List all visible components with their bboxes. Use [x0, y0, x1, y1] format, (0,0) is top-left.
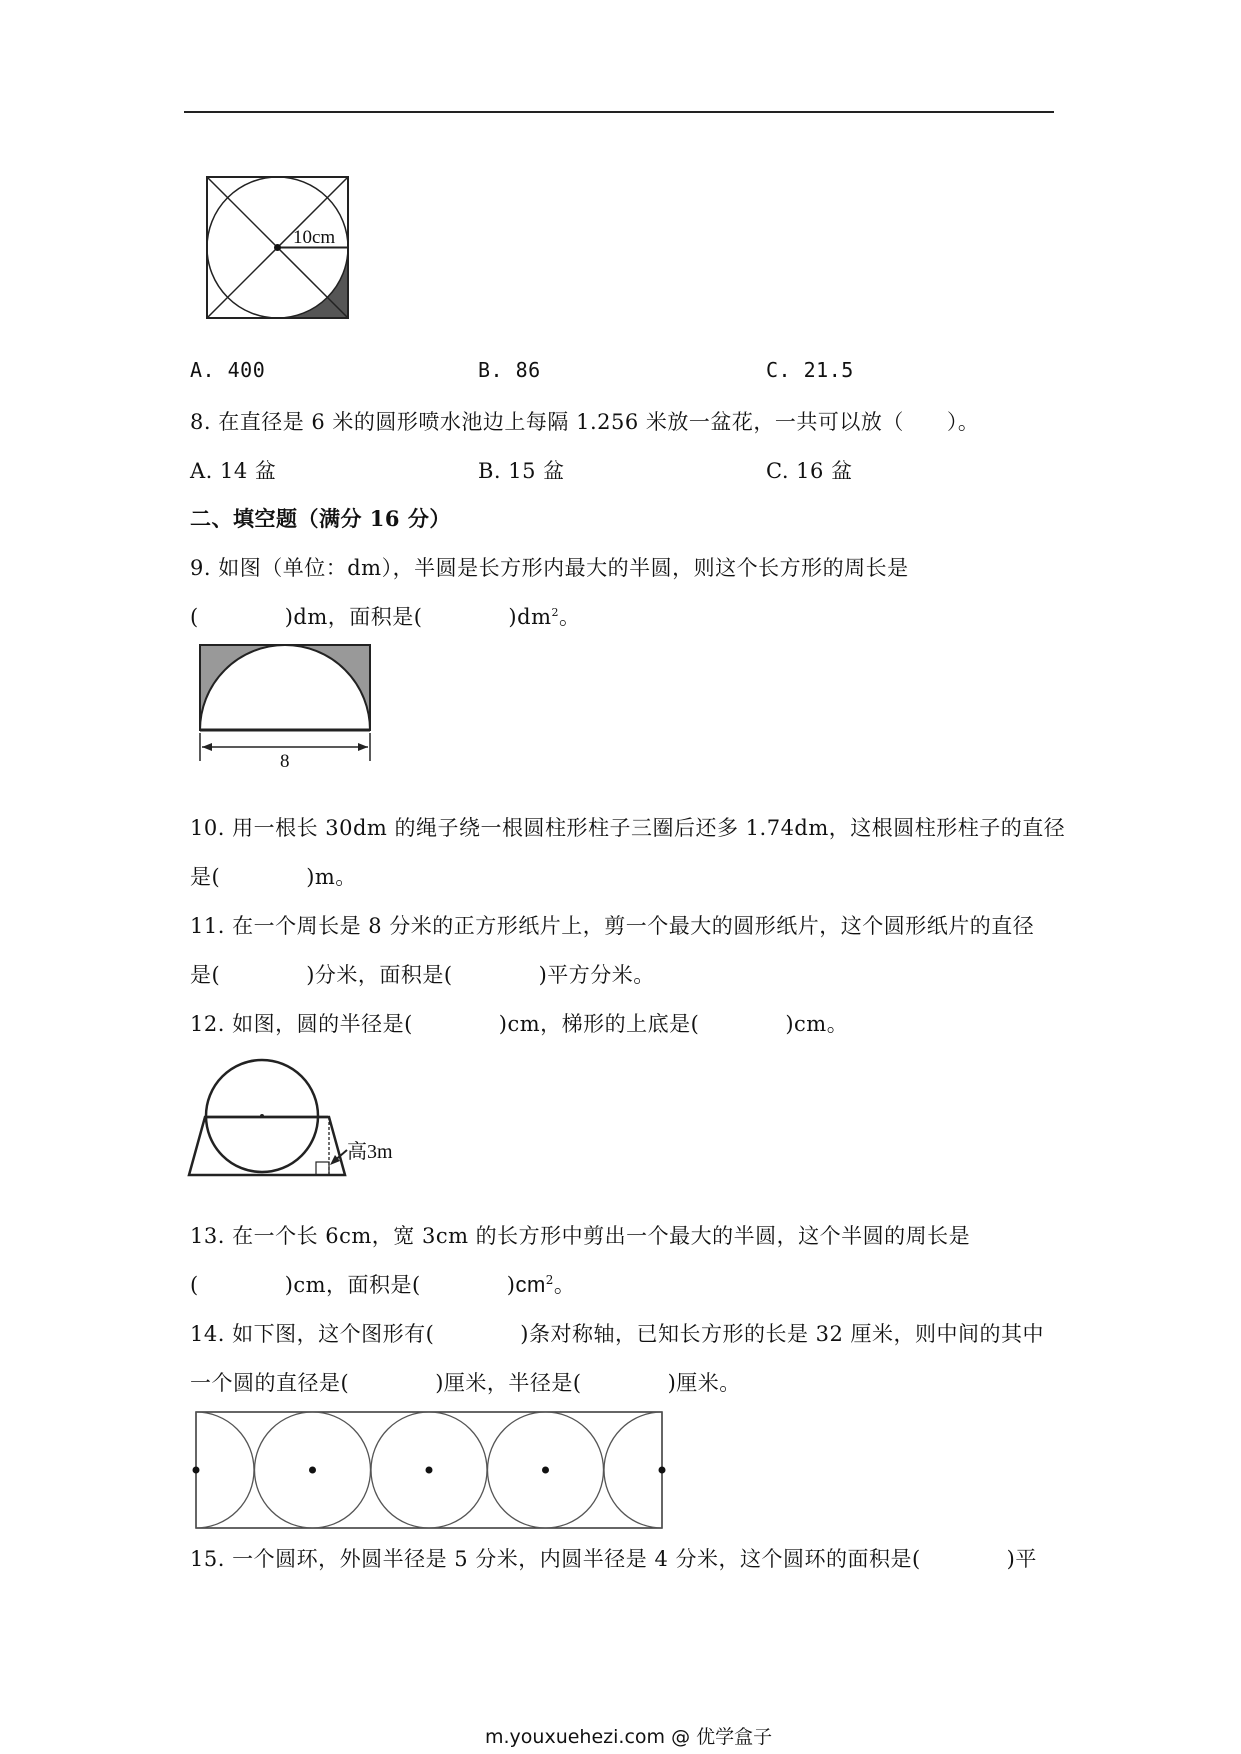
- q14-figure: [193, 1410, 668, 1530]
- q9-dimension-label: 8: [280, 751, 290, 772]
- q14-center-dot: [193, 1467, 200, 1474]
- q7-option-b: B. 86: [478, 358, 541, 382]
- q9-line2: [190, 601, 580, 631]
- q14-center-dot: [426, 1467, 433, 1474]
- q10-line1: 10. 用一根长 30dm 的绳子绕一根圆柱形柱子三圈后还多 1.74dm，这根圆柱形柱子的直径: [190, 816, 1066, 840]
- q15-line1: 15. 一个圆环，外圆半径是 5 分米，内圆半径是 4 分米，这个圆环的面积是( )平: [190, 1547, 1037, 1571]
- q12-trapezoid: [189, 1117, 345, 1175]
- q8-option-a: A. 14 盆: [190, 459, 277, 483]
- q9-arrow-left: [202, 743, 212, 751]
- q9-line1: 9. 如图（单位：dm），半圆是长方形内最大的半圆，则这个长方形的周长是: [190, 556, 909, 580]
- q9-line2-end: 。: [558, 605, 581, 629]
- q13-line1: 13. 在一个长 6cm，宽 3cm 的长方形中剪出一个最大的半圆，这个半圆的周长是: [190, 1224, 971, 1248]
- q7-radius-label: 10cm: [293, 227, 336, 248]
- section-heading: 二、填空题（满分 16 分）: [190, 506, 451, 531]
- header-rule: [184, 111, 1054, 113]
- q9-arrow-right: [358, 743, 368, 751]
- q12-height-label: 高3m: [347, 1141, 393, 1163]
- q11-line2: 是( )分米，面积是( )平方分米。: [190, 963, 655, 987]
- q7-option-c: C. 21.5: [766, 358, 854, 382]
- q9-line2-text: ( )dm，面积是( )dm: [190, 605, 552, 629]
- q10-line2: 是( )m。: [190, 865, 357, 889]
- q13-superscript: 2: [545, 1273, 554, 1287]
- q13-line2-end: 。: [553, 1273, 576, 1297]
- q13-unit: cm: [515, 1272, 546, 1297]
- q13-line2-text: ( )cm，面积是( ): [190, 1273, 516, 1297]
- q8-option-b: B. 15 盆: [478, 459, 565, 483]
- q12-line1: 12. 如图，圆的半径是( )cm，梯形的上底是( )cm。: [190, 1012, 849, 1036]
- q9-superscript: 2: [551, 606, 559, 619]
- q14-center-dot: [542, 1467, 549, 1474]
- q14-line1: 14. 如下图，这个图形有( )条对称轴，已知长方形的长是 32 厘米，则中间的其中: [190, 1322, 1045, 1346]
- q7-option-a: A. 400: [190, 358, 266, 382]
- q14-line2: 一个圆的直径是( )厘米，半径是( )厘米。: [190, 1371, 741, 1395]
- q9-figure: [198, 643, 374, 772]
- q14-center-dot: [659, 1467, 666, 1474]
- q8-stem: 8. 在直径是 6 米的圆形喷水池边上每隔 1.256 米放一盆花，一共可以放（ ）。: [190, 410, 980, 434]
- footer-watermark: m.youxuehezi.com @ 优学盒子: [485, 1726, 773, 1748]
- q12-figure: [187, 1058, 417, 1183]
- q14-center-dot: [309, 1467, 316, 1474]
- q7-center-dot: [274, 244, 281, 251]
- q13-line2: [190, 1269, 575, 1299]
- q12-center-dot: [260, 1114, 264, 1118]
- q12-right-angle: [316, 1162, 329, 1175]
- q7-figure: [205, 175, 350, 320]
- q11-line1: 11. 在一个周长是 8 分米的正方形纸片上，剪一个最大的圆形纸片，这个圆形纸片的直径: [190, 914, 1035, 938]
- q8-option-c: C. 16 盆: [766, 459, 853, 483]
